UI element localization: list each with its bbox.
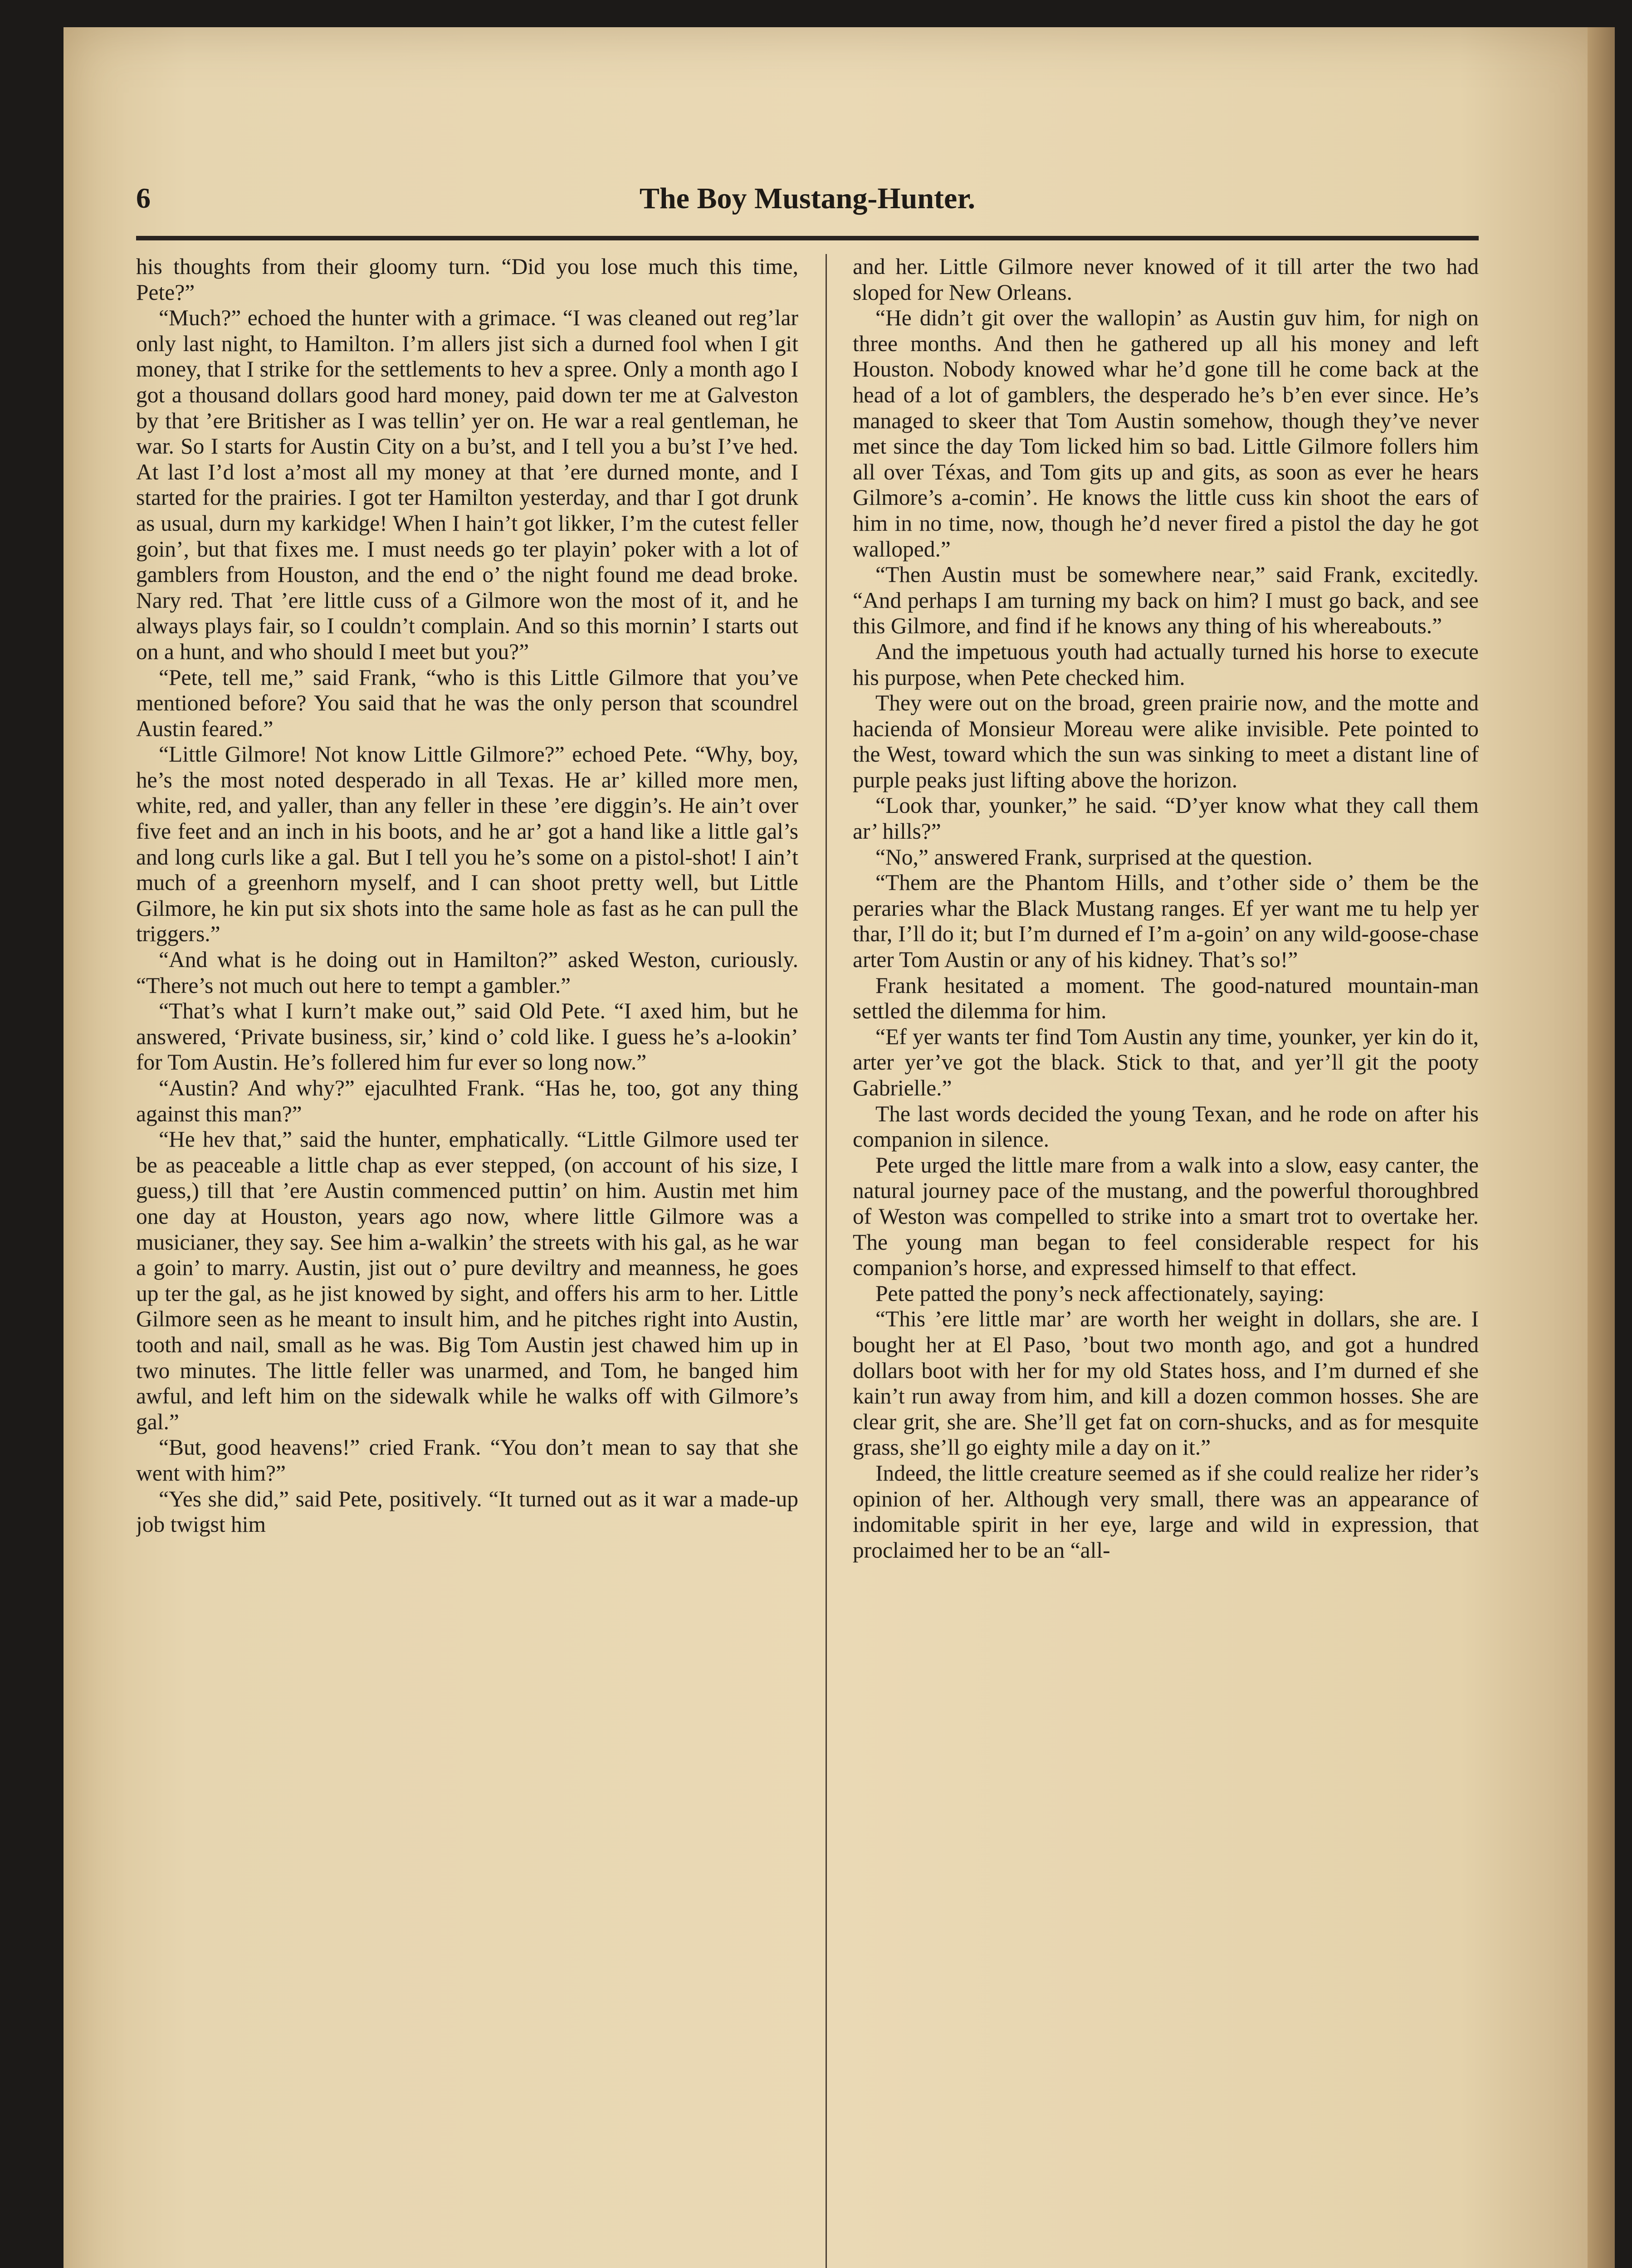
page-number: 6 <box>136 182 151 214</box>
paragraph: Pete urged the little mare from a walk into a slow, easy canter, the natural journey pace of the mustang, and the powerful thoroughbred of Weston was compelled to strike into a smart trot to overtake her. The young man began to feel considerable respect for his companion’s horse, and expressed himself to that effect. <box>853 1152 1479 1281</box>
paragraph: “But, good heavens!” cried Frank. “You don’t mean to say that she went with him?” <box>136 1435 798 1486</box>
paragraph: “He didn’t git over the wallopin’ as Austin guv him, for nigh on three months. And then he gathered up all his money and left Houston. Nobody knowed whar he’d gone till he come back at the head of a lot of gamblers, the desperado he’s b’en ever since. He’s managed to skeer that Tom Austin somehow, though they’ve never met since the day Tom licked him so bad. Little Gilmore follers him all over Téxas, and Tom gits up and gits, as soon as ever he hears Gilmore’s a-comin’. He knows the little cuss kin shoot the ears of him in no time, now, though he’d never fired a pistol the day he got walloped.” <box>853 305 1479 562</box>
paragraph: “Then Austin must be somewhere near,” said Frank, excitedly. “And perhaps I am turning my back on him? I must go back, and see this Gilmore, and find if he knows any thing of his whereabouts.” <box>853 562 1479 639</box>
paragraph: “He hev that,” said the hunter, emphatically. “Little Gilmore used ter be as peaceable a little chap as ever stepped, (on account of his size, I guess,) till that ’ere Austin commenced puttin’ on him. Austin met him one day at Houston, years ago now, where little Gilmore was a musicianer, they say. See him a-walkin’ the streets with his gal, as he war a goin’ to marry. Austin, jist out o’ pure deviltry and meanness, he goes up ter the gal, as he jist knowed by sight, and offers his arm to her. Little Gilmore seen as he meant to insult him, and he pitches right into Austin, tooth and nail, small as he was. Big Tom Austin jest chawed him up in two minutes. The little feller was unarmed, and Tom, he banged him awful, and left him on the sidewalk while he walks off with Gilmore’s gal.” <box>136 1127 798 1434</box>
paragraph: “Austin? And why?” ejaculhted Frank. “Has he, too, got any thing against this man?” <box>136 1075 798 1126</box>
paragraph: “This ’ere little mar’ are worth her weight in dollars, she are. I bought her at El Paso, ’bout two month ago, and got a hundred dollars boot with her for my old States hoss, and I’m durned ef she kain’t run away from him, and kill a dozen common hosses. She are clear grit, she are. She’ll get fat on corn-shucks, and as for mesquite grass, she’ll go eighty mile a day on it.” <box>853 1306 1479 1460</box>
paragraph: “And what is he doing out in Hamilton?” asked Weston, curiously. “There’s not much out here to tempt a gambler.” <box>136 947 798 998</box>
paragraph: “That’s what I kurn’t make out,” said Old Pete. “I axed him, but he answered, ‘Private business, sir,’ kind o’ cold like. I guess he’s a-lookin’ for Tom Austin. He’s follered him fur ever so long now.” <box>136 998 798 1075</box>
running-title: The Boy Mustang-Hunter. <box>639 182 976 215</box>
paragraph: “Pete, tell me,” said Frank, “who is this Little Gilmore that you’ve mentioned before? You said that he was the only person that scoundrel Austin feared.” <box>136 665 798 741</box>
paragraph: Indeed, the little creature seemed as if she could realize her rider’s opinion of her. Although very small, there was an appearance of indomitable spirit in her eye, large and wild in expression, that proclaimed her to be an “all- <box>853 1460 1479 1563</box>
column-divider <box>826 254 827 2268</box>
right-column <box>853 254 1479 2268</box>
paragraph: And the impetuous youth had actually turned his horse to execute his purpose, when Pete checked him. <box>853 639 1479 690</box>
paragraph: “No,” answered Frank, surprised at the question. <box>875 844 1313 870</box>
paragraph: They were out on the broad, green prairie now, and the motte and hacienda of Monsieur Moreau were alike invisible. Pete pointed to the West, toward which the sun was sinking to meet a distant line of purple peaks just lifting above the horizon. <box>853 690 1479 792</box>
page-spine-edge <box>1588 27 1615 2268</box>
paragraph: “Much?” echoed the hunter with a grimace. “I was cleaned out reg’lar only last night, to Hamilton. I’m allers jist sich a durned fool when I git money, that I strike for the settlements to hev a spree. Only a month ago I got a thousand dollars good hard money, paid down ter me at Galveston by that ’ere Britisher as I was tellin’ yer on. He war a real gentleman, he war. So I starts for Austin City on a bu’st, and I tell you a bu’st I’ve hed. At last I’d lost a’most all my money at that ’ere durned monte, and I started for the prairies. I got ter Hamilton yesterday, and thar I got drunk as usual, durn my karkidge! When I hain’t got likker, I’m the cutest feller goin’, but that fixes me. I must needs go ter playin’ poker with a lot of gamblers from Houston, and the end o’ the night found me dead broke. Nary red. That ’ere little cuss of a Gilmore won the most of it, and he always plays fair, so I couldn’t complain. And so this mornin’ I starts out on a hunt, and who should I meet but you?” <box>136 305 798 664</box>
paragraph: The last words decided the young Texan, and he rode on after his companion in silence. <box>853 1101 1479 1152</box>
page-header <box>136 181 1479 236</box>
paragraph: Pete patted the pony’s neck affectionately, saying: <box>875 1281 1324 1306</box>
paragraph: his thoughts from their gloomy turn. “Did you lose much this time, Pete?” <box>136 254 798 305</box>
paragraph: “Look thar, younker,” he said. “D’yer know what they call them ar’ hills?” <box>853 793 1479 844</box>
left-column <box>136 254 798 2268</box>
paragraph: “Little Gilmore! Not know Little Gilmore?” echoed Pete. “Why, boy, he’s the most noted desperado in all Texas. He ar’ killed more men, white, red, and yaller, than any feller in these ’ere diggin’s. He ain’t over five feet and an inch in his boots, and he ar’ got a hand like a little gal’s and long curls like a gal. But I tell you he’s some on a pistol-shot! I ain’t much of a greenhorn myself, and I can shoot pretty well, but Little Gilmore, he kin put six shots into the same hole as fast as he can pull the triggers.” <box>136 742 798 947</box>
header-rule <box>136 236 1479 240</box>
paragraph: and her. Little Gilmore never knowed of it till arter the two had sloped for New Orleans. <box>853 254 1479 305</box>
paragraph: “Them are the Phantom Hills, and t’other side o’ them be the peraries whar the Black Mustang ranges. Ef yer want me tu help yer thar, I’ll do it; but I’m durned ef I’m a-goin’ on any wild-goose-chase arter Tom Austin or any of his kidney. That’s so!” <box>853 870 1479 973</box>
paragraph: “Yes she did,” said Pete, positively. “It turned out as it war a made-up job twigst him <box>136 1486 798 1537</box>
paragraph: Frank hesitated a moment. The good-natured mountain-man settled the dilemma for him. <box>853 973 1479 1024</box>
paragraph: “Ef yer wants ter find Tom Austin any time, younker, yer kin do it, arter yer’ve got the black. Stick to that, and yer’ll git the pooty Gabrielle.” <box>853 1024 1479 1100</box>
